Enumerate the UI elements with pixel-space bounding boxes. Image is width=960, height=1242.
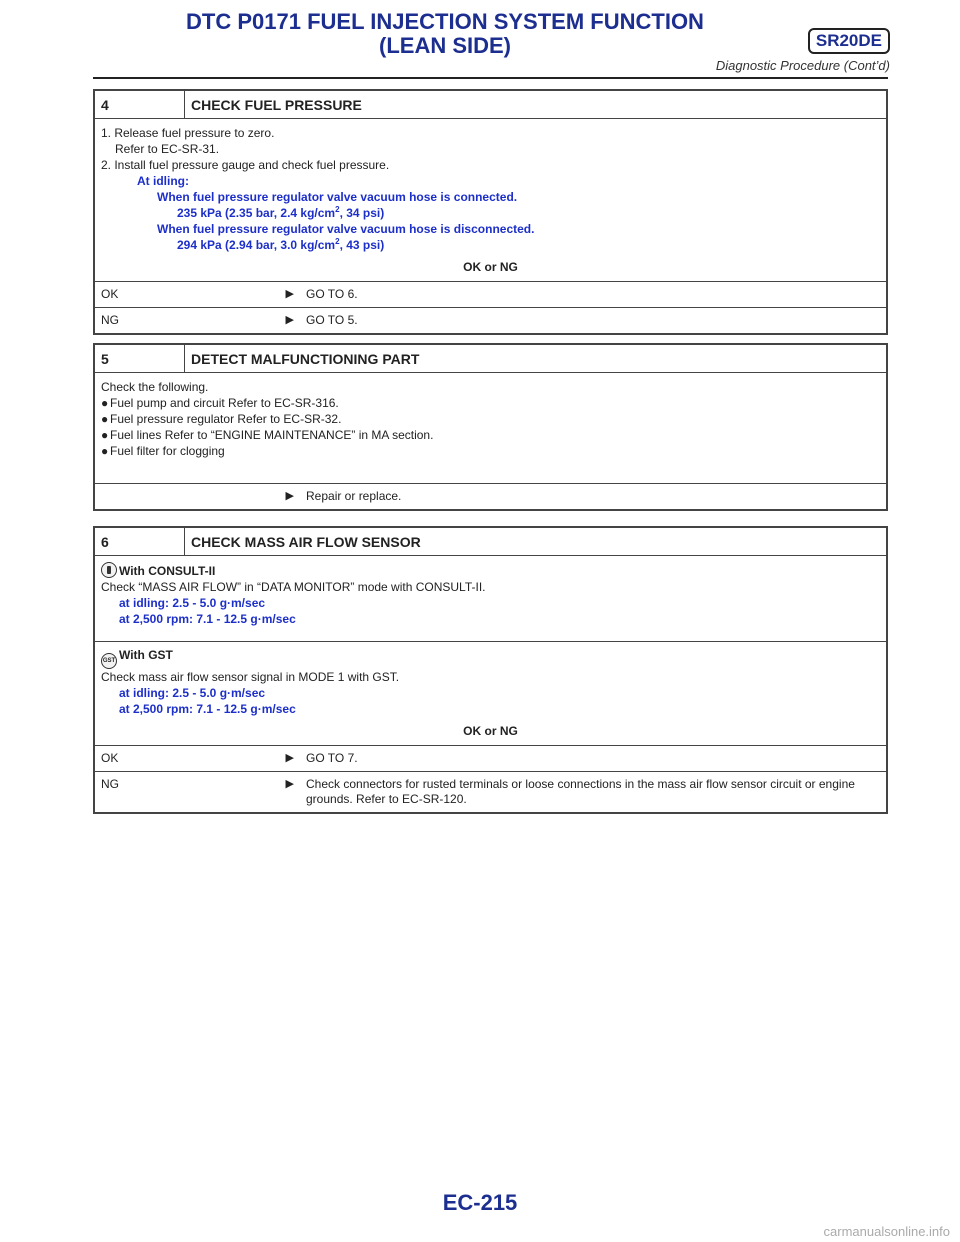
step-6-title: CHECK MASS AIR FLOW SENSOR [191, 533, 421, 550]
list-item [101, 443, 880, 459]
result-action[interactable]: GO TO 7. [306, 751, 358, 765]
instruction-line: Check mass air flow sensor signal in MODE 1 with GST. [101, 670, 400, 684]
result-action[interactable]: Repair or replace. [306, 489, 402, 503]
step-4-header [95, 91, 886, 119]
result-row-ok[interactable] [95, 745, 886, 771]
arrow-right-icon: ▶ [285, 314, 294, 326]
step-6-box [93, 526, 888, 814]
spec-condition: When fuel pressure regulator valve vacuum hose is connected. [157, 190, 518, 204]
list-item-text: Fuel pump and circuit Refer to EC-SR-316. [110, 396, 339, 410]
result-row-ok[interactable] [95, 281, 886, 307]
arrow-right-icon: ▶ [285, 490, 294, 502]
spec-value-part: , 43 psi) [339, 238, 385, 252]
step-5-number: 5 [95, 345, 185, 372]
instruction-line: 1. Release fuel pressure to zero. [101, 126, 275, 140]
result-key [95, 746, 300, 771]
spec-value-sup: 2 [335, 237, 340, 246]
header-divider [93, 77, 888, 79]
spec-label: At idling: [137, 174, 189, 188]
spec-value: at 2,500 rpm: 7.1 - 12.5 g·m/sec [119, 612, 296, 626]
result-key [95, 484, 300, 509]
spec-value-part: 294 kPa (2.94 bar, 3.0 kg/cm [177, 238, 336, 252]
result-row[interactable] [95, 483, 886, 509]
bullet-icon: ● [101, 396, 109, 410]
spec-value: at idling: 2.5 - 5.0 g·m/sec [119, 596, 266, 610]
bullet-icon: ● [101, 428, 109, 442]
step-4-box [93, 89, 888, 335]
page-number: EC-215 [442, 1190, 518, 1215]
instruction-line: Check the following. [101, 380, 209, 394]
result-key-label: NG [101, 313, 119, 327]
result-key-label: OK [101, 287, 119, 301]
list-item [101, 411, 880, 427]
step-5-body [95, 373, 886, 483]
spec-value: at idling: 2.5 - 5.0 g·m/sec [119, 686, 266, 700]
gst-label: With GST [119, 648, 173, 662]
result-key-label: NG [101, 777, 119, 791]
arrow-right-icon: ▶ [285, 778, 294, 790]
title-line-1: DTC P0171 FUEL INJECTION SYSTEM FUNCTION [186, 9, 704, 34]
result-action[interactable]: GO TO 6. [306, 287, 358, 301]
list-item-text: Fuel lines Refer to “ENGINE MAINTENANCE” in MA section. [110, 428, 434, 442]
result-action[interactable]: GO TO 5. [306, 313, 358, 327]
section-subtitle: Diagnostic Procedure (Cont’d) [715, 58, 890, 73]
result-row-ng[interactable] [95, 771, 886, 812]
instruction-line: 2. Install fuel pressure gauge and check fuel pressure. [101, 158, 390, 172]
list-item-text: Fuel pressure regulator Refer to EC-SR-32. [110, 412, 342, 426]
step-5-header [95, 345, 886, 373]
bullet-icon: ● [101, 444, 109, 458]
step-4-number: 4 [95, 91, 185, 118]
step-6-body [95, 556, 886, 745]
instruction-line: Check “MASS AIR FLOW” in “DATA MONITOR” mode with CONSULT-II. [101, 580, 486, 594]
bullet-icon: ● [101, 412, 109, 426]
step-4-body [95, 119, 886, 281]
ok-or-ng-label: OK or NG [463, 260, 518, 274]
gst-tool-icon: GST [101, 653, 117, 669]
instruction-line: Refer to EC-SR-31. [115, 142, 220, 156]
spec-value-part: 235 kPa (2.35 bar, 2.4 kg/cm [177, 206, 336, 220]
watermark: carmanualsonline.info [823, 1224, 950, 1239]
step-5-title: DETECT MALFUNCTIONING PART [191, 350, 420, 367]
step-6-number: 6 [95, 528, 185, 555]
consult-heading [101, 562, 880, 579]
title-line-2: (LEAN SIDE) [379, 33, 511, 58]
list-item [101, 427, 880, 443]
page-header [95, 10, 890, 72]
gst-heading [101, 647, 880, 669]
result-row-ng[interactable] [95, 307, 886, 333]
spec-value [101, 237, 880, 253]
list-item [101, 395, 880, 411]
ok-or-ng-label: OK or NG [463, 724, 518, 738]
result-key-label: OK [101, 751, 119, 765]
list-item-text: Fuel filter for clogging [110, 444, 225, 458]
spec-value: at 2,500 rpm: 7.1 - 12.5 g·m/sec [119, 702, 296, 716]
step-5-box [93, 343, 888, 511]
page-title [95, 10, 795, 58]
spec-value-sup: 2 [335, 205, 340, 214]
spec-value [101, 205, 880, 221]
spec-value-part: , 34 psi) [339, 206, 385, 220]
spec-condition: When fuel pressure regulator valve vacuum hose is disconnected. [157, 222, 535, 236]
result-key [95, 772, 300, 812]
result-action[interactable]: Check connectors for rusted terminals or loose connections in the mass air flow sensor circuit or engine grounds. Refer to EC-SR-120. [306, 777, 855, 806]
consult-tool-icon [101, 562, 117, 578]
step-4-title: CHECK FUEL PRESSURE [191, 96, 362, 113]
step-6-header [95, 528, 886, 556]
model-badge: SR20DE [808, 28, 890, 54]
arrow-right-icon: ▶ [285, 288, 294, 300]
result-key [95, 308, 300, 333]
consult-label: With CONSULT-II [119, 564, 216, 578]
arrow-right-icon: ▶ [285, 752, 294, 764]
result-key [95, 282, 300, 307]
spacer [101, 627, 880, 641]
